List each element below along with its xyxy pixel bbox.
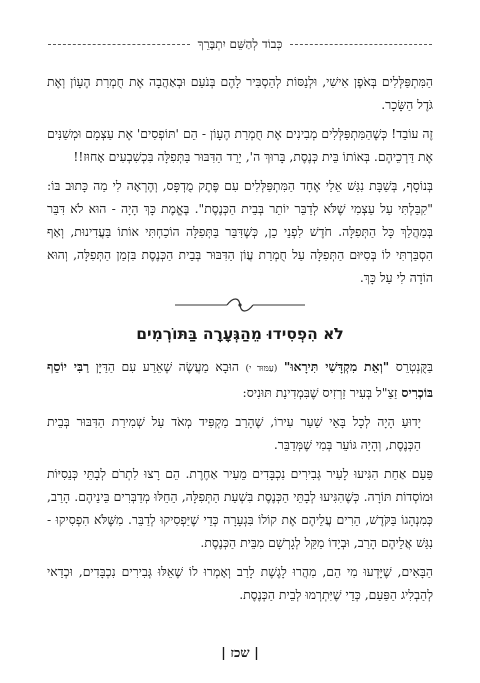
story-paragraph-2: הַבָּאִים, שֶׁיָּדְעוּ מִי הֵם, מִהֲרוּ לָגֶשֶׁת לָרַב וְאָמְרוּ לוֹ שֶׁאֵלּוּ גְּבִירִים נִכְבָּדִים, וּכְדַאי לְהַבְלִיג הַפַּעַם, כְּדֵי שֶׁיִּתְרְמוּ לְבֵית הַכְּנֶסֶת. — [47, 564, 433, 602]
quoted-passage: יָדוּעַ הָיָה לְכָל בָּאֵי שַׁעַר עִירוֹ, שֶׁהָרַב מַקְפִּיד מְאֹד עַל שְׁמִירַת הַדִּבּוּר בְּבֵית הַכְּנֶסֶת, וְהָיָה גּוֹעֵר בְּמִי שֶׁמְּדַבֵּר. — [47, 414, 421, 452]
source-lead: בַּקֻּנְטְרֵס — [395, 359, 433, 374]
source-rabbi-name: רַבִּי יוֹסֵף בּוֹכְרִיס — [47, 359, 433, 400]
section-heading: לֹא הִפְסִידוּ מֵהַגְּעָרָה בַּתּוֹרְמִים — [136, 325, 344, 343]
paragraph-note-story: בְּנוֹסָף, בְּשַׁבָּת נִגַּשׁ אֵלַי אֶחָד הַמִּתְפַּלְּלִים עִם פֶּתֶק מֻדְפָּס, וְהֶרְאָה לִי מַה כָּתוּב בּוֹ: "קִבַּלְתִּי עַל עַצְמִי שֶׁלֹּא לְדַבֵּר יוֹתֵר בְּבֵית הַכְּנֶסֶת". בֶּאֱמֶת כָּךְ הָיָה - הוּא לֹא דִּבֵּר בְּמַהֲלַךְ כָּל הַתְּפִלָּה. חֹדֶשׁ לִפְנֵי כֵן, כְּשֶׁדִּבֵּר בַּתְּפִלָּה הוֹכַחְתִּי אוֹתוֹ בַּעֲדִינוּת, וְאַף הִסְבַּרְתִּי לוֹ בְּסִיּוּם הַתְּפִלָּה עַל חֻמְרַת עֲוֹן הַדִּבּוּר בְּבֵית הַכְּנֶסֶת בִּזְמַן הַתְּפִלָּה, וְהוּא הוֹדָה לִי עַל כָּךְ. — [47, 178, 433, 285]
running-head-title: כְּבוֹד לְהַשֵּׁם יִתְבָּרֵךְ — [197, 36, 283, 51]
source-paragraph — [47, 355, 433, 404]
source-page-note: (עַמּוּד י) — [245, 364, 278, 374]
source-rest: זַצַ"ל בְּעִיר זַרְזִיס שֶׁבִּמְדִינַת תּוּנִיס: — [242, 385, 398, 400]
story-paragraph-1: פַּעַם אַחַת הִגִּיעוּ לָעִיר גְּבִירִים נִכְבָּדִים מֵעִיר אַחֶרֶת. הֵם רָצוּ לִתְרֹם לְבָתֵּי כְּנֵסִיּוֹת וּמוֹסְדוֹת תּוֹרָה. כְּשֶׁהִגִּיעוּ לְבָתֵּי הַכְּנֶסֶת בִּשְׁעַת הַתְּפִלָּה, הֵחֵלּוּ מְדַבְּרִים בֵּינֵיהֶם. הָרַב, כְּמִנְהָגוֹ בַּקֹּדֶשׁ, הֵרִים עֲלֵיהֶם אֶת קוֹלוֹ בִּגְעָרָה כְּדֵי שֶׁיַּפְסִיקוּ לְדַבֵּר. מִשֶּׁלֹּא הִפְסִיקוּ - נִגַּשׁ אֲלֵיהֶם הָרַב, וּבְיָדוֹ מַקֵּל לְגָרְשָׁם מִבֵּית הַכְּנֶסֶת. — [47, 466, 433, 550]
right-rule — [290, 44, 432, 45]
page-number: | שכז | — [221, 646, 259, 661]
left-rule — [48, 44, 190, 45]
source-mid: הוּבָא מַעֲשֶׂה שֶׁאֵרַע עִם הַדַּיָּן — [95, 359, 240, 374]
paragraph-continuation: הַמִּתְפַּלְּלִים בְּאֹפֶן אִישִׁי, וּלְנַסּוֹת לְהַסְבִּיר לָהֶם בְּנֹעַם וּבְאַהֲבָה אֶת חֻמְרַת הֶעָוֹן וְאֶת גֹּדֶל הַשָּׂכָר. — [47, 74, 433, 112]
page-body — [47, 70, 433, 612]
source-book-title: "וְאֵת מִקְדָּשִׁי תִּירָאוּ" — [283, 359, 390, 374]
section-divider-ornament — [47, 295, 433, 319]
running-head — [48, 36, 432, 52]
paragraph-it-works: זֶה עוֹבֵד! כְּשֶׁהַמִּתְפַּלְּלִים מְבִינִים אֶת חֻמְרַת הֶעָוֹן - הֵם 'תּוֹפְסִים' אֶת עַצְמָם וּמְשַׁנִּים אֶת דַּרְכֵיהֶם. בְּאוֹתוֹ בֵּית כְּנֶסֶת, בָּרוּךְ ה', יָרַד הַדִּבּוּר בַּתְּפִלָּה בִּכְשִׁבְעִים אָחוּז!! — [47, 126, 433, 164]
